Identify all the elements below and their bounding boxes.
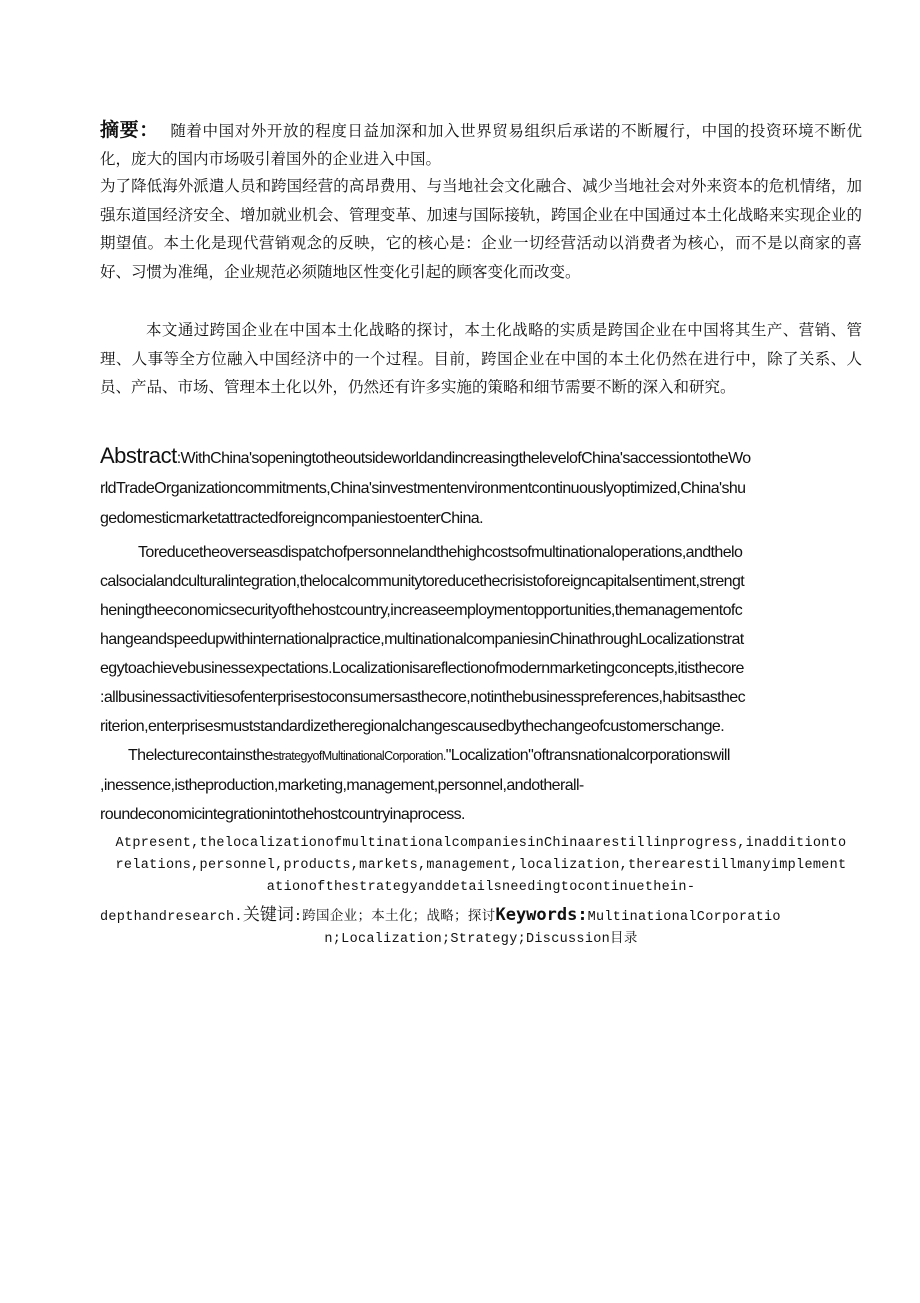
abstract-en-p4-line4: depthandresearch. xyxy=(100,910,243,925)
abstract-en-paragraph-1 xyxy=(100,441,862,534)
abstract-cn-paragraph-1 xyxy=(100,116,862,173)
abstract-en-p3-rest: "Localization"oftransnationalcorporationswill xyxy=(445,747,730,764)
abstract-cn-p3-text: 本文通过跨国企业在中国本土化战略的探讨，本土化战略的实质是跨国企业在中国将其生产、营销、管理、人事等全方位融入中国经济中的一个过程。目前，跨国企业在中国的本土化仍然在进行中，除了关系、人员、产品、市场、管理本土化以外，仍然还有许多实施的策略和细节需要不断的深入和研究。 xyxy=(100,321,862,396)
abstract-en-p4-line2: relations,personnel,products,markets,management,localization,therearestillmanyimplement xyxy=(115,858,847,873)
abstract-en-paragraph-4 xyxy=(100,833,862,899)
abstract-en-p2-line2: calsocialandculturalintegration,thelocalcommunitytoreducethecrisistoforeigncapitalsentiment,strengt xyxy=(100,573,745,590)
abstract-en-p1-line3: gedomesticmarketattractedforeigncompaniestoenterChina. xyxy=(100,510,483,527)
abstract-en-paragraph-2 xyxy=(100,538,862,741)
abstract-en-label: Abstract xyxy=(100,443,177,468)
abstract-cn-label: 摘要： xyxy=(100,119,159,141)
abstract-cn-p2-text: 为了降低海外派遣人员和跨国经营的高昂费用、与当地社会文化融合、减少当地社会对外来资本的危机情绪，加强东道国经济安全、增加就业机会、管理变革、加速与国际接轨，跨国企业在中国通过本土化战略来实现企业的期望值。本土化是现代营销观念的反映，它的核心是：企业一切经营活动以消费者为核心，而不是以商家的喜好、习惯为准绳，企业规范必须随地区性变化引起的顾客变化而改变。 xyxy=(100,177,862,281)
abstract-en-p4-line3: ationofthestrategyanddetailsneedingtocontinuethein- xyxy=(266,880,696,895)
abstract-en-p2-line6: :allbusinessactivitiesofenterprisestoconsumersasthecore,notinthebusinesspreferences,habitsasthec xyxy=(100,689,746,706)
keywords-cn-label: 关键词 xyxy=(242,905,294,925)
abstract-en-p2-line3: heningtheeconomicsecurityofthehostcountry,increaseemploymentopportunities,themanagementofc xyxy=(100,602,743,619)
abstract-en-p4-line1: Atpresent,thelocalizationofmultinationalcompaniesinChinaarestillinprogress,inadditionto xyxy=(115,836,847,851)
abstract-en-p1-line2: rldTradeOrganizationcommitments,China'sinvestmentenvironmentcontinuouslyoptimized,China'shu xyxy=(100,480,746,497)
abstract-en-paragraph-3 xyxy=(100,741,862,829)
abstract-en-p3-line3: roundeconomicintegrationintothehostcountryinaprocess. xyxy=(100,806,465,823)
abstract-en-p2-line7: riterion,enterprisesmuststandardizetheregionalchangescausedbythechangeofcustomerschange. xyxy=(100,718,725,735)
keywords-line-2 xyxy=(100,928,862,952)
abstract-en-p3-start: Thelecturecontainsthe xyxy=(128,747,273,764)
keywords-cn-text: :跨国企业；本土化；战略；探讨 xyxy=(293,908,496,924)
abstract-cn-p1-text: 随着中国对外开放的程度日益加深和加入世界贸易组织后承诺的不断履行，中国的投资环境不断优化，庞大的国内市场吸引着国外的企业进入中国。 xyxy=(100,122,862,168)
abstract-cn-paragraph-2 xyxy=(100,172,862,286)
keywords-line-1 xyxy=(100,902,862,931)
abstract-en-p3-small: strategyofMultinationalCorporation. xyxy=(272,749,446,763)
abstract-en-p2-line5: egytoachievebusinessexpectations.Localizationisareflectionofmodernmarketingconcepts,itisthecore xyxy=(100,660,744,677)
abstract-cn-paragraph-3 xyxy=(100,316,862,402)
keywords-en-text-line1: MultinationalCorporatio xyxy=(587,910,781,925)
keywords-en-label: Keywords: xyxy=(495,905,588,925)
abstract-en-p2-line4: hangeandspeedupwithinternationalpractice,multinationalcompaniesinChinathroughLocalizationstrat xyxy=(100,631,744,648)
abstract-en-p3-line2: ,inessence,istheproduction,marketing,management,personnel,andotherall- xyxy=(100,777,584,794)
abstract-en-p2-line1: Toreducetheoverseasdispatchofpersonnelandthehighcostsofmultinationaloperations,andthelo xyxy=(138,544,743,561)
abstract-en-p1-line1: :WithChina'sopeningtotheoutsideworldandincreasingthelevelofChina'saccessiontotheWo xyxy=(176,450,751,467)
keywords-en-text-line2: n;Localization;Strategy;Discussion目录 xyxy=(324,932,638,947)
